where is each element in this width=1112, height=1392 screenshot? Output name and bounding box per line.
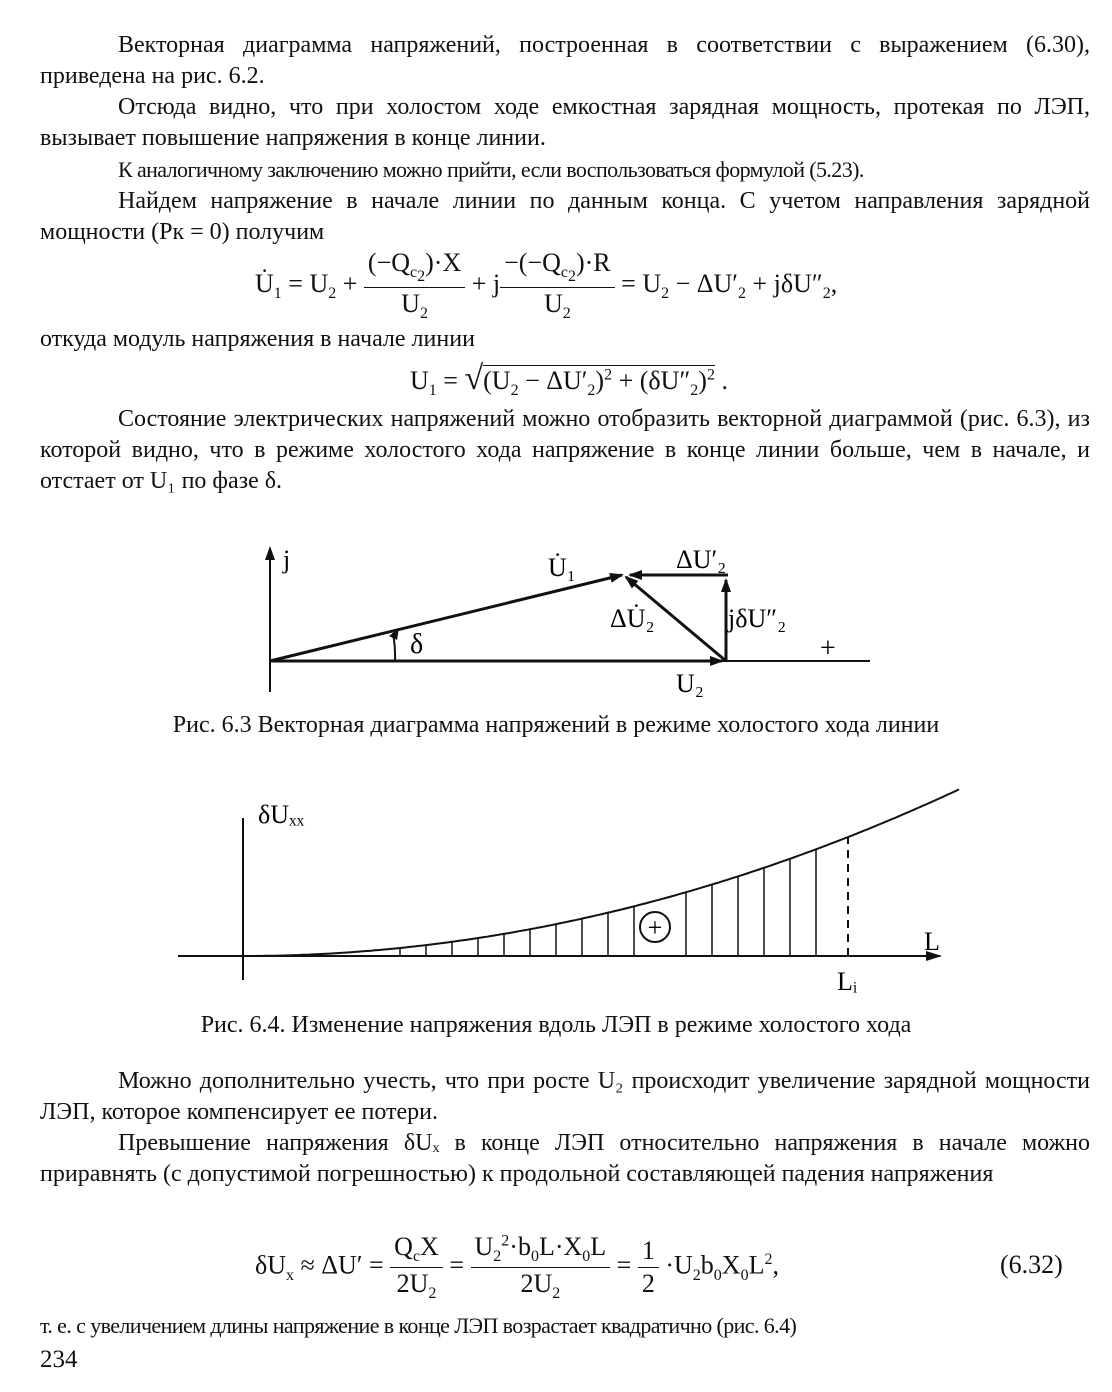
caption-fig-6-4: Рис. 6.4. Изменение напряжения вдоль ЛЭП в режиме холостого хода <box>200 1012 912 1038</box>
paragraph-1: Векторная диаграмма напряжений, построенная в соответствии с выражением (6.30), приведена на рис. 6.2. <box>40 32 1090 89</box>
li-label: Lᵢ <box>837 967 858 995</box>
formula-u1: $U̇_1 = U_2$ + $\frac{(-Q_{c_2})\cdot X}{U_2}$ + j $\frac{-(-Q_{c_2})\cdot R}{U_2}$ = $U_2 - \Delta U'_2 + j\delta U''_2$, <box>255 248 838 323</box>
j-axis-label: j <box>283 545 291 574</box>
paragraph-7 <box>40 1066 1090 1128</box>
paragraph-4 <box>40 186 1090 248</box>
paragraph-8-end: в конце ЛЭП относительно напряжения в начале можно приравнять (с допустимой погрешностью) к продольной составляющей падения напряжения <box>40 1130 1090 1187</box>
u1-vector <box>270 575 622 661</box>
paragraph-8 <box>40 1128 1090 1190</box>
u2-label: U₂ <box>676 669 704 698</box>
dux-inline: δUₓ <box>403 1130 440 1156</box>
pk-zero: Pк = 0 <box>159 219 222 245</box>
paragraph-4-start: Найдем напряжение в начале линии по данным конца. С учетом направления зарядной мощности ( <box>40 188 1090 245</box>
paragraph-6: Состояние электрических напряжений можно отобразить векторной диаграммой (рис. 6.3), из которой видно, что в режиме холостого хода напряжение в конце линии больше, чем в начале, и отстает от U₁ по фазе δ. <box>40 406 1090 494</box>
formula-modulus: $U_1 = √(U_2 - \Delta U'_2)^2 + (\delta U''_2)^2$ . <box>410 360 728 400</box>
j-delta-u2-label: jδU″₂ <box>728 604 787 633</box>
page-number: 234 <box>40 1346 78 1373</box>
paragraph-5: откуда модуль напряжения в начале линии <box>40 326 475 352</box>
caption-fig-6-3: Рис. 6.3 Векторная диаграмма напряжений в режиме холостого хода линии <box>172 712 940 738</box>
paragraph-9: т. е. с увеличением длины напряжение в конце ЛЭП возрастает квадратично (рис. 6.4) <box>40 1313 797 1338</box>
paragraph-2: Отсюда видно, что при холостом ходе емкостная зарядная мощность, протекая по ЛЭП, вызывает повышение напряжения в конце линии. <box>40 94 1090 151</box>
figure-6-3 <box>0 530 1112 710</box>
paragraph-8-start: Превышение напряжения <box>118 1130 404 1156</box>
equation-number: (6.32) <box>1000 1250 1063 1279</box>
paragraph-7-end: происходит увеличение зарядной мощности ЛЭП, которое компенсирует ее потери. <box>40 1068 1090 1125</box>
u2-inline: U₂ <box>597 1068 624 1094</box>
figure-6-4 <box>0 780 1112 995</box>
y-axis-label: δUₓₓ <box>258 800 305 829</box>
plus-label: + <box>820 633 836 664</box>
paragraph-3: К аналогичному заключению можно прийти, если воспользоваться формулой (5.23). <box>118 157 864 182</box>
paragraph-4-end: ) получим <box>221 219 325 245</box>
plus-circle-label: + <box>647 913 663 942</box>
voltage-curve <box>243 789 959 956</box>
x-axis-label: L <box>924 927 940 956</box>
delta-u2-prime-label: ΔU′₂ <box>676 545 727 574</box>
delta-u2-dot-label: ΔU̇₂ <box>610 604 655 633</box>
formula-6-32: $\delta U_x \approx \Delta U'$ = $\frac{Q_cX}{2U_2}$ = $\frac{U_2^2\cdot b_0L\cdot X_0L}{2U_2}$ = $\frac{1}{2}$ $\cdot U_2b_0X_0L^2$, <box>255 1232 779 1303</box>
delta-label: δ <box>410 629 424 660</box>
u1-label: U̇₁ <box>548 553 576 582</box>
paragraph-7-start: Можно дополнительно учесть, что при росте <box>118 1068 598 1094</box>
